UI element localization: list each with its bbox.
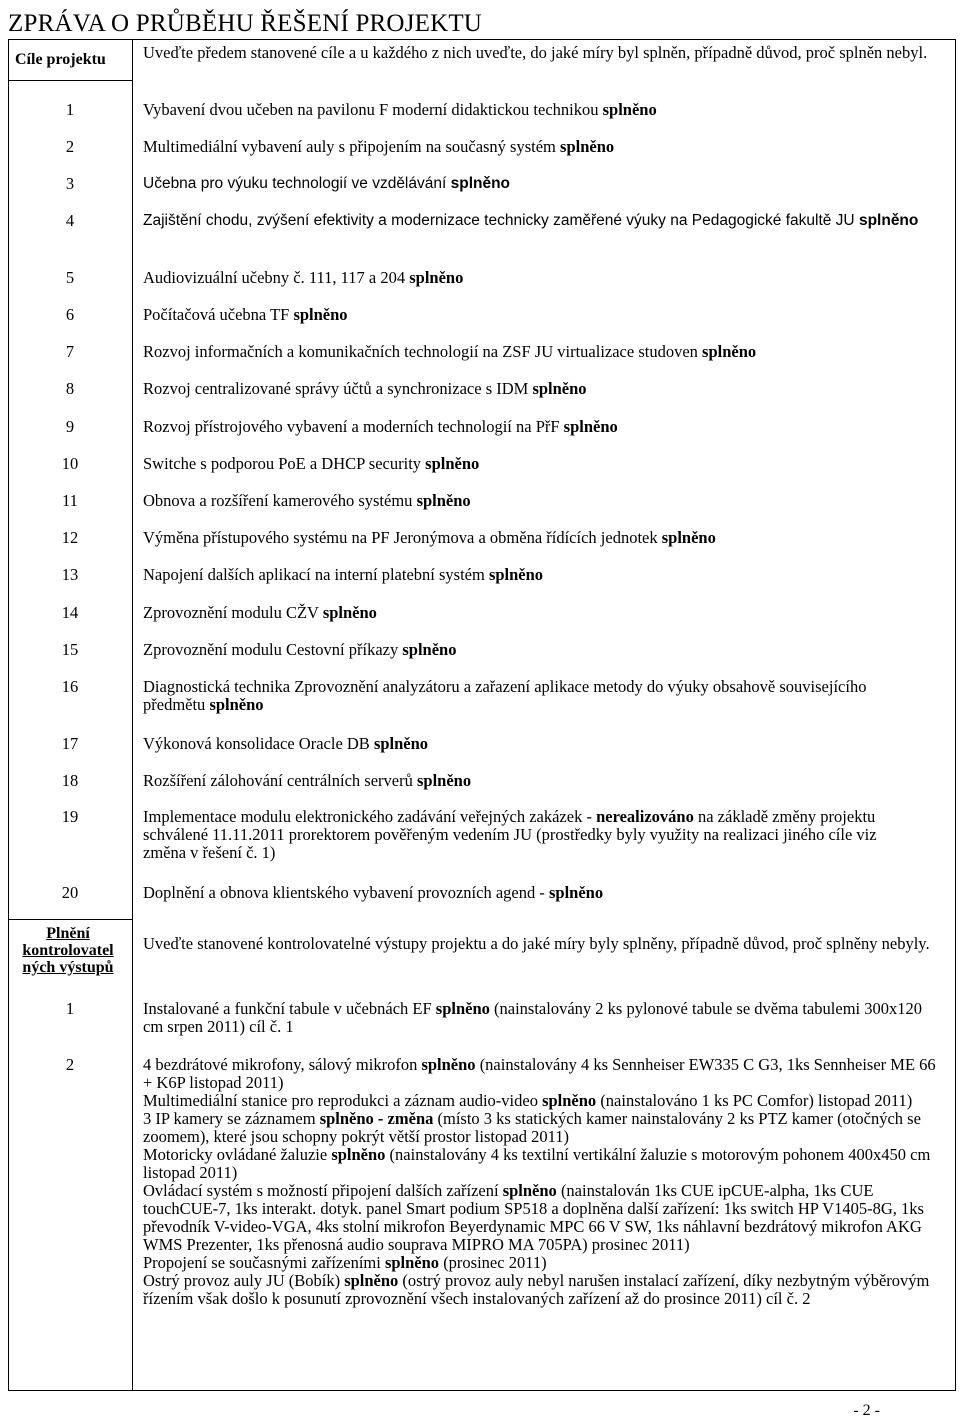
goal-item [143,418,948,436]
status-text: splněno [344,1271,399,1290]
status-text: splněno [560,137,615,156]
output-text: (ostrý provoz auly nebyl narušen instalací zařízení, díky nezbytným výběrovým řízením však došlo k posunutí zprovoznění všech instalovaných zařízení až do prosince 2011) cíl č. 2 [143,1271,930,1308]
status-text: splněno [450,175,511,192]
status-text: splněno [702,342,757,361]
status-text: splněno [532,379,587,398]
output-number: 1 [65,999,75,1018]
goal-text: Zprovoznění modulu CŽV [143,603,319,622]
output-paragraph [143,1254,943,1272]
goal-text: na základě změny projektu schválené 11.11.2011 prorektorem pověřeným vedením JU (prostředky byly využity na realizaci jiného cíle viz změna v řešení č. 1) [143,807,877,862]
goal-number: 18 [61,771,79,790]
output-paragraph [143,1182,943,1254]
goal-number: 6 [65,305,75,324]
goal-text: Rozvoj informačních a komunikačních technologií na ZSF JU virtualizace studoven [143,342,698,361]
status-text: splněno [209,695,264,714]
section-label-line: Plnění [46,925,90,942]
goal-item [143,772,948,790]
goal-number: 4 [65,211,75,230]
section-header-outputs: Uveďte stanovené kontrolovatelné výstupy projektu a do jaké míry byly splněny, případně důvod, proč splněny nebyly. [143,934,930,953]
goal-number: 7 [65,342,75,361]
output-paragraph [143,1272,943,1308]
status-text: splněno [293,305,348,324]
status-text: splněno [425,454,480,473]
goal-text: Obnova a rozšíření kamerového systému [143,491,413,510]
status-text: nerealizováno [596,807,694,826]
output-text: Ovládací systém s možností připojení dalších zařízení [143,1181,499,1200]
status-text: splněno [373,734,429,753]
status-text: splněno [421,1055,476,1074]
goal-text: Vybavení dvou učeben na pavilonu F moderní didaktickou technikou [143,100,599,119]
status-text: splněno [563,417,618,436]
status-text: splněno [384,1253,440,1272]
status-text: splněno [542,1091,597,1110]
output-text: (nainstalovány 4 ks Sennheiser EW335 C G3, 1ks Sennheiser ME 66 + K6P listopad 2011) [143,1055,936,1092]
goal-item [143,566,948,584]
label-divider [8,80,133,81]
output-item-1 [143,1000,938,1036]
goal-item [143,529,948,547]
goal-item [143,212,943,230]
output-text: (nainstalován 1ks CUE ipCUE-alpha, 1ks CUE touchCUE-7, 1ks interakt. dotyk. panel Smart podium SP518 a doplněna další zařízení: 1ks switch HP V1405-8G, 1ks převodník V-video-VGA, 4ks stolní mikrofon Beyerdynamic MPC 66 V SW, 1ks náhlavní bezdrátový mikrofon AKG WMS Prezenter, 1ks přenosná audio souprava MIPRO MA 705PA) prosinec 2011) [143,1181,924,1254]
goal-number: 11 [62,491,78,510]
goal-number: 5 [65,268,75,287]
goal-item [143,175,948,193]
goal-item [143,343,948,361]
output-text: (nainstalovány 4 ks textilní vertikální žaluzie s motorovým pohonem 400x450 cm listopad 2011) [143,1145,931,1182]
goal-item [143,455,948,473]
goal-text: Audiovizuální učebny č. 111, 117 a 204 [143,268,406,287]
status-text: splněno [416,771,472,790]
output-paragraph [143,1092,943,1110]
goal-number: 14 [61,603,79,622]
goal-text: Výkonová konsolidace Oracle DB [143,734,370,753]
status-text: splněno [409,268,464,287]
goal-number: 3 [65,174,75,193]
goal-item [143,641,948,659]
status-text: splněno [502,1181,557,1200]
goal-text: Rozšíření zálohování centrálních serverů [143,771,413,790]
section-label-line: kontrolovatel [22,942,114,959]
output-text: Propojení se současnými zařízeními [143,1253,381,1272]
goal-text: Multimediální vybavení auly s připojením na současný systém [143,137,556,156]
section-divider [8,919,133,920]
output-item-2 [143,1056,943,1308]
goal-item [143,678,903,714]
goal-text: Switche s podporou PoE a DHCP security [143,454,422,473]
goal-item [143,269,948,287]
output-text: (nainstalováno 1 ks PC Comfor) listopad 2011) [600,1091,913,1110]
goal-item [143,380,948,398]
section-header-goals: Uveďte předem stanovené cíle a u každého z nich uveďte, do jaké míry byl splněn, případně důvod, proč splněn nebyl. [143,43,928,62]
output-text: 3 IP kamery se záznamem [143,1109,316,1128]
output-text: Instalované a funkční tabule v učebnách EF [143,999,432,1018]
output-text: Ostrý provoz auly JU (Bobík) [143,1271,341,1290]
goal-item [143,306,948,324]
goal-number: 17 [61,734,79,753]
goal-number: 10 [61,454,79,473]
column-divider [132,39,133,1391]
goal-number: 1 [65,100,75,119]
status-text: splněno [488,565,544,584]
page-number: - 2 - [853,1402,880,1419]
goal-text: Doplnění a obnova klientského vybavení provozních agend - [143,883,545,902]
goal-number: 8 [65,379,75,398]
output-text: (nainstalovány 2 ks pylonové tabule se dvěma tabulemi 300x120 cm srpen 2011) cíl č. 1 [143,999,923,1036]
output-paragraph [143,1146,943,1182]
goal-number: 16 [61,677,79,696]
output-text: (místo 3 ks statických kamer nainstalovány 2 ks PTZ kamer (otočných se zoomem), které jsou schopny pokrýt větší prostor listopad 2011) [143,1109,921,1146]
output-text: Multimediální stanice pro reprodukci a záznam audio-video [143,1091,538,1110]
goal-text: Rozvoj centralizované správy účtů a synchronizace s IDM [143,379,529,398]
goal-text: Zprovoznění modulu Cestovní příkazy [143,640,399,659]
goal-number: 9 [65,417,75,436]
goal-text: Diagnostická technika Zprovoznění analyzátoru a zařazení aplikace metody do výuky obsahově souvisejícího předmětu [143,677,867,714]
goal-item [143,735,948,753]
goal-number: 19 [61,807,79,826]
status-text: splněno [858,212,919,229]
status-text: splněno [661,528,716,547]
status-text: splněno [435,999,490,1018]
status-text: splněno [548,883,604,902]
goal-text: Implementace modulu elektronického zadávání veřejných zakázek - [143,807,592,826]
output-paragraph [143,1110,943,1146]
goal-item [143,492,948,510]
goal-text: Učebna pro výuku technologií ve vzdělávání [143,175,447,192]
goal-number: 13 [61,565,79,584]
status-text: splněno [322,603,377,622]
status-text: splněno [602,100,657,119]
status-text: splněno [331,1145,386,1164]
goal-text: Výměna přístupového systému na PF Jeronýmova a obměna řídících jednotek [143,528,658,547]
goal-text: Napojení dalších aplikací na interní platební systém [143,565,485,584]
goal-item [143,138,948,156]
goal-text: Počítačová učebna TF [143,305,290,324]
goal-text: Zajištění chodu, zvýšení efektivity a modernizace technicky zaměřené výuky na Pedagogické fakultě JU [143,212,855,229]
status-text: splněno - změna [319,1109,434,1128]
goal-item [143,101,948,119]
output-paragraph [143,1056,943,1092]
goal-number: 15 [61,640,79,659]
goal-text: Rozvoj přístrojového vybavení a moderních technologií na PřF [143,417,560,436]
output-number: 2 [65,1055,75,1074]
goal-number: 2 [65,137,75,156]
section-label-outputs [12,925,124,976]
output-text: Motoricky ovládané žaluzie [143,1145,328,1164]
output-text: 4 bezdrátové mikrofony, sálový mikrofon [143,1055,418,1074]
section-label-line: ných výstupů [22,959,114,976]
goal-item [143,884,948,902]
status-text: splněno [416,491,471,510]
goal-number: 12 [61,528,79,547]
goal-number: 20 [61,883,79,902]
goal-item [143,808,903,862]
section-label-goals: Cíle projektu [15,51,106,68]
goal-item [143,604,948,622]
document-title: ZPRÁVA O PRŮBĚHU ŘEŠENÍ PROJEKTU [8,10,483,37]
status-text: splněno [402,640,457,659]
output-text: (prosinec 2011) [443,1253,547,1272]
